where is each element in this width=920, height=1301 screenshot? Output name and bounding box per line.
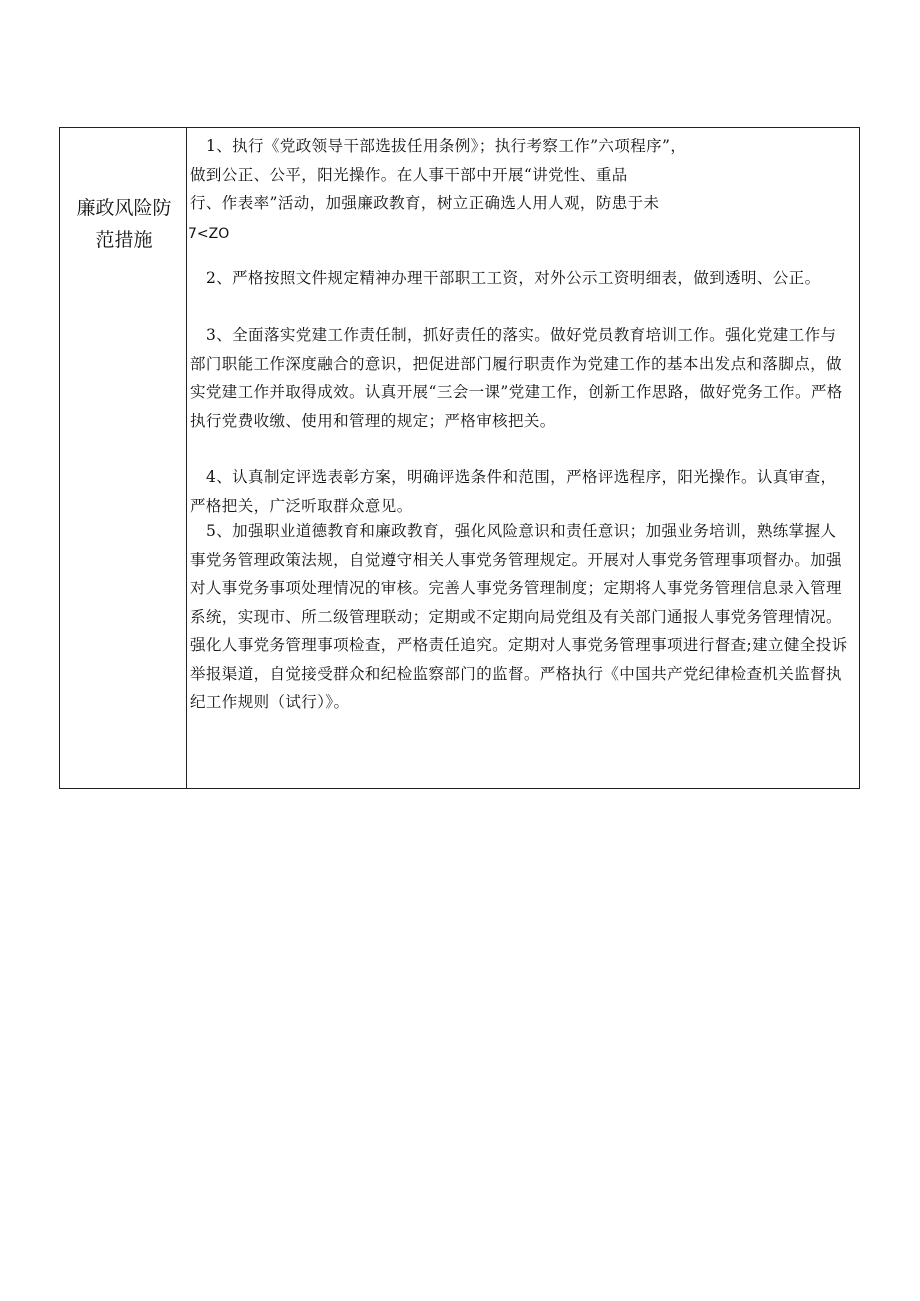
measure-paragraph-2: 2、严格按照文件规定精神办理干部职工工资，对外公示工资明细表，做到透明、公正。 bbox=[206, 269, 821, 287]
measures-content-cell bbox=[188, 128, 859, 788]
measure-paragraph-5: 5、加强职业道德教育和廉政教育，强化风险意识和责任意识；加强业务培训，熟练掌握人事党务管理政策法规，自觉遵守相关人事党务管理规定。开展对人事党务管理事项督办。加强对人事党务事项处理情况的审核。完善人事党务管理制度；定期将人事党务管理信息录入管理系统，实现市、所二级管理联动；定期或不定期向局党组及有关部门通报人事党务管理情况。强化人事党务管理事项检查，严格责任追究。定期对人事党务管理事项进行督查;建立健全投诉举报渠道，自觉接受群众和纪检监察部门的监督。严格执行《中国共产党纪律检查机关监督执纪工作规则（试行）》。 bbox=[190, 522, 848, 711]
measure-1-line-3: 行、作表率”活动，加强廉政教育，树立正确选人用人观，防患于未 bbox=[190, 194, 660, 212]
measure-paragraph-4: 4、认真制定评选表彰方案，明确评选条件和范围，严格评选程序，阳光操作。认真审查，严格把关，广泛听取群众意见。 bbox=[190, 468, 837, 515]
measure-paragraph-3: 3、全面落实党建工作责任制，抓好责任的落实。做好党员教育培训工作。强化党建工作与部门职能工作深度融合的意识，把促进部门履行职责作为党建工作的基本出发点和落脚点，做实党建工作并取得成效。认真开展“三会一课”党建工作，创新工作思路，做好党务工作。严格执行党费收缴、使用和管理的规定；严格审核把关。 bbox=[190, 326, 843, 430]
row-label-line-2: 范措施 bbox=[95, 229, 153, 251]
row-label bbox=[62, 192, 186, 256]
row-label-line-1: 廉政风险防 bbox=[76, 197, 172, 219]
row-label-cell bbox=[60, 128, 187, 788]
risk-measures-table bbox=[59, 127, 860, 789]
measure-1-line-1: 1、执行《党政领导干部选拔任用条例》；执行考察工作”六项程序”， bbox=[206, 137, 687, 155]
measure-1-line-2: 做到公正、公平，阳光操作。在人事干部中开展“讲党性、重品 bbox=[190, 165, 628, 184]
garbled-text: 7<ZO bbox=[188, 226, 230, 242]
measure-paragraph-1 bbox=[190, 132, 850, 218]
